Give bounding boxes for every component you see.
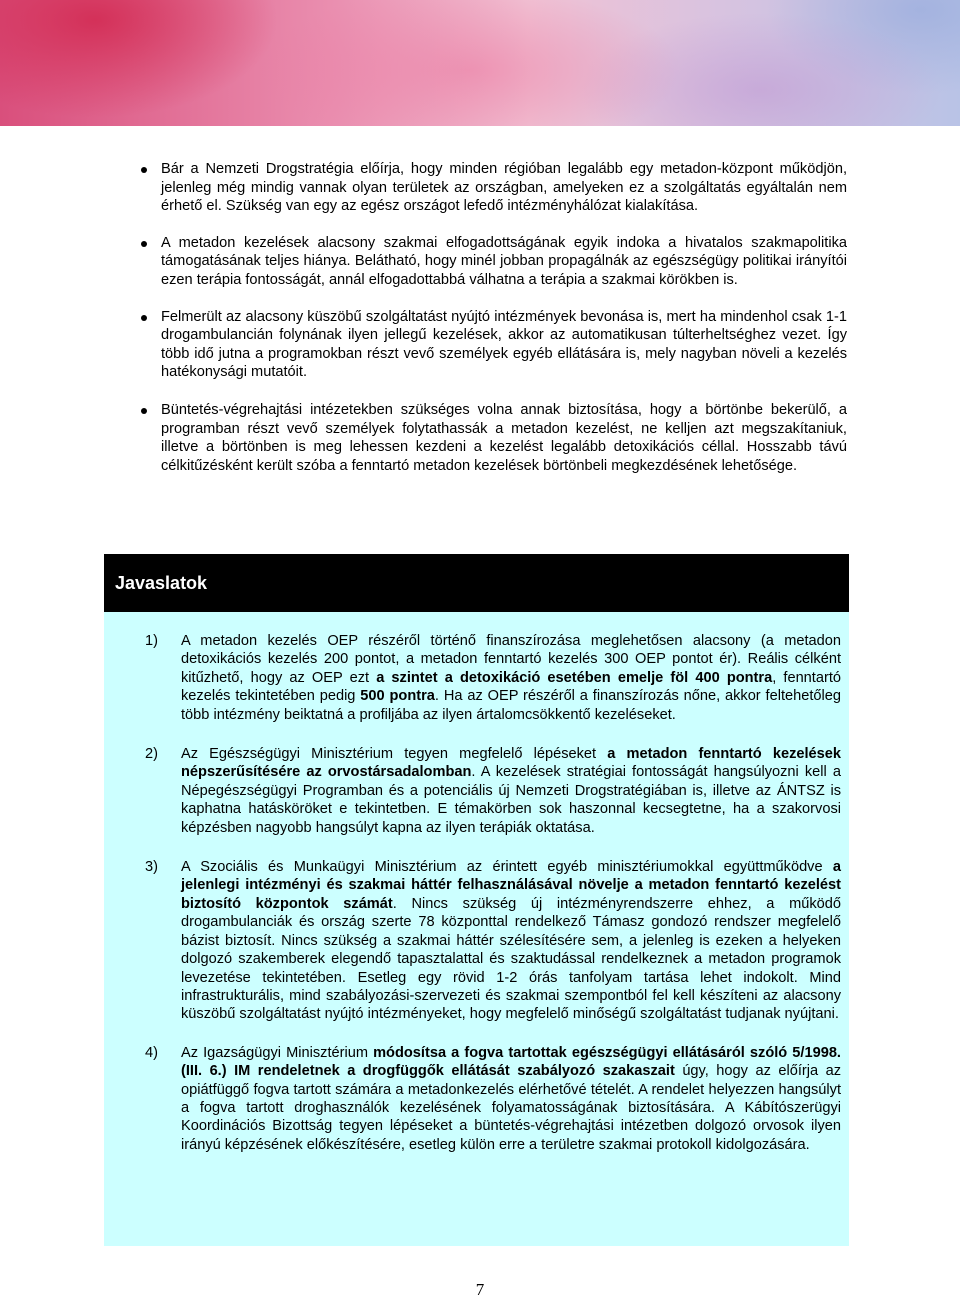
bullet-item xyxy=(137,234,847,290)
text-run: , fenntartó kezelés tekintetében pedig xyxy=(181,669,842,705)
bullet-item xyxy=(137,401,847,475)
item-number: 3) xyxy=(145,859,158,876)
text-run-bold: módosítsa a fogva tartottak egészségügyi ellátásáról szóló 5/1998. (III. 6.) IM rendeletnek a drogfüggők ellátását szabályozó szakaszait xyxy=(181,1044,841,1080)
bullet-text: A metadon kezelések alacsony szakmai elfogadottságának egyik indoka a hivatalos szakmapolitika támogatásának teljes hiánya. Belátható, hogy minél jobban propagálnák az egészségügy politikai irányítói ezen terápia fontosságát, annál elfogadottabbá válhatna a terápia a szakmai körökben is. xyxy=(161,234,847,288)
bullet-text: Felmerült az alacsony küszöbű szolgáltatást nyújtó intézmények bevonása is, mert ha mindenhol csak 1-1 drogambulancián folynának ilyen jellegű kezelések, akkor az automatikusan túlterheltséghez vezet. Így több idő jutna a programokban részt vevő személyek egyéb ellátására is, mely nagyban növeli a kezelés hatékonysági mutatóit. xyxy=(161,308,847,381)
bullet-list xyxy=(137,160,847,475)
header-banner-image xyxy=(0,0,960,126)
section-heading-bar xyxy=(104,554,849,612)
item-text xyxy=(181,1045,841,1153)
page-number: 7 xyxy=(475,1280,485,1298)
section-heading: Javaslatok xyxy=(115,573,208,593)
item-text xyxy=(181,746,841,836)
recommendations-list xyxy=(145,632,841,1154)
item-text xyxy=(181,859,841,1022)
text-run: A Szociális és Munkaügyi Minisztérium az érintett egyéb minisztériumokkal együttműködve xyxy=(181,859,833,876)
text-run-bold: a szintet a detoxikáció esetében emelje föl 400 pontra xyxy=(376,669,773,686)
text-run-bold: a jelenlegi intézményi és szakmai háttér felhasználásával növelje a metadon fenntartó kezelést biztosító központok számát xyxy=(181,859,841,912)
item-number: 4) xyxy=(145,1044,158,1061)
bullet-text: Bár a Nemzeti Drogstratégia előírja, hogy minden régióban legalább egy metadon-központ működjön, jelenleg még mindig vannak olyan területek az országban, amelyeken ez a szolgáltatás egyáltalán nem érhető el. Szükség van egy az egész országot lefedő intézményhálózat kialakítása. xyxy=(161,161,847,215)
item-text xyxy=(181,633,841,723)
item-number: 2) xyxy=(145,746,158,763)
bullet-dot-icon xyxy=(141,241,147,247)
item-number: 1) xyxy=(145,633,158,649)
text-run: . Nincs szükség új intézményrendszerre ehhez, a működő drogambulanciák és ország szerte 78 központtal rendelkező Támasz gondozó rendszer megfelelő bázist biztosít. Nincs szükség a szakmai háttér szélesítésére sem, a jelenleg is ezeken a helyeken dolgozó szakemberek elegendő tapasztalattal és szaktudással rendelkeznek a metadon programok levezetése tekintetében. Esetleg egy rövid 1-2 órás tanfolyam tartása lehet indokolt. Mind infrastrukturális, mind szabályozási-szervezeti és szakmai szempontból fel kell készíteni az alacsony küszöbű szolgáltatást nyújtó intézményeket, hogy megfelelő minőségű szolgáltatást tudjanak nyújtani. xyxy=(181,895,841,1023)
bullet-dot-icon xyxy=(141,315,147,321)
text-run: úgy, hogy az előírja az opiátfüggő fogva tartott számára a metadonkezelés elérhetővé tételét. A rendelet helyezzen hangsúlyt a fogva tartott droghasználók kezelésének folyamatosságának biztosítására. A Kábítószerügyi Koordinációs Bizottság tegyen lépéseket a büntetés-végrehajtási intézetben dolgozó orvosok ilyen irányú képzésének előkészítésére, esetleg külön erre a területre szakmai protokoll kidolgozására. xyxy=(181,1063,842,1153)
text-run: Az Igazságügyi Minisztérium xyxy=(181,1044,374,1061)
recommendation-item xyxy=(145,632,841,724)
bullet-dot-icon xyxy=(141,167,147,173)
recommendation-item xyxy=(145,745,841,837)
text-run-bold: 500 pontra xyxy=(360,688,435,705)
bullet-dot-icon xyxy=(141,408,147,414)
text-run: A metadon kezelés OEP részéről történő finanszírozása meglehetősen alacsony (a metadon detoxikációs kezelés 200 pontot, a metadon fenntartó kezelés 300 OEP pontot ér). Reális célként kitűzhető, hogy az OEP ezt xyxy=(181,633,841,686)
text-run-bold: a metadon fenntartó kezelések népszerűsítésére az orvostársadalomban xyxy=(181,746,841,781)
bullet-item xyxy=(137,308,847,382)
text-run: . Ha az OEP részéről a finanszírozás nőne, akkor feltehetőleg több intézmény beiktatná a profiljába az ilyen ártalomcsökkentő kezeléseket. xyxy=(181,688,841,723)
bullet-item xyxy=(137,160,847,216)
recommendation-item xyxy=(145,1044,841,1154)
recommendations-panel xyxy=(104,612,849,1246)
recommendation-item xyxy=(145,858,841,1024)
text-run: . A kezelések stratégiai fontosságát hangsúlyozni kell a Népegészségügyi Programban és a potenciális új Nemzeti Drogstratégiában is, illetve az ÁNTSZ is kaphatna hatásköröket e tekintetben. E témakörben sok haszonnal kecsegtetne, ha a szakorvosi képzésben nagyobb hangsúlyt kapna az ilyen terápiák oktatása. xyxy=(181,764,841,836)
bullet-text: Büntetés-végrehajtási intézetekben szükséges volna annak biztosítása, hogy a börtönbe bekerülő, a programban részt vevő személyek folytathassák a metadon kezelést, ne kelljen azt megszakítaniuk, illetve a börtönben is meg lehessen kezdeni a kezelést legalább detoxikációs céllal. Hosszabb távú célkitűzésként került szóba a fenntartó metadon kezelések börtönbeli megkezdésének lehetősége. xyxy=(161,401,847,474)
text-run: Az Egészségügyi Minisztérium tegyen megfelelő lépéseket xyxy=(181,746,608,763)
